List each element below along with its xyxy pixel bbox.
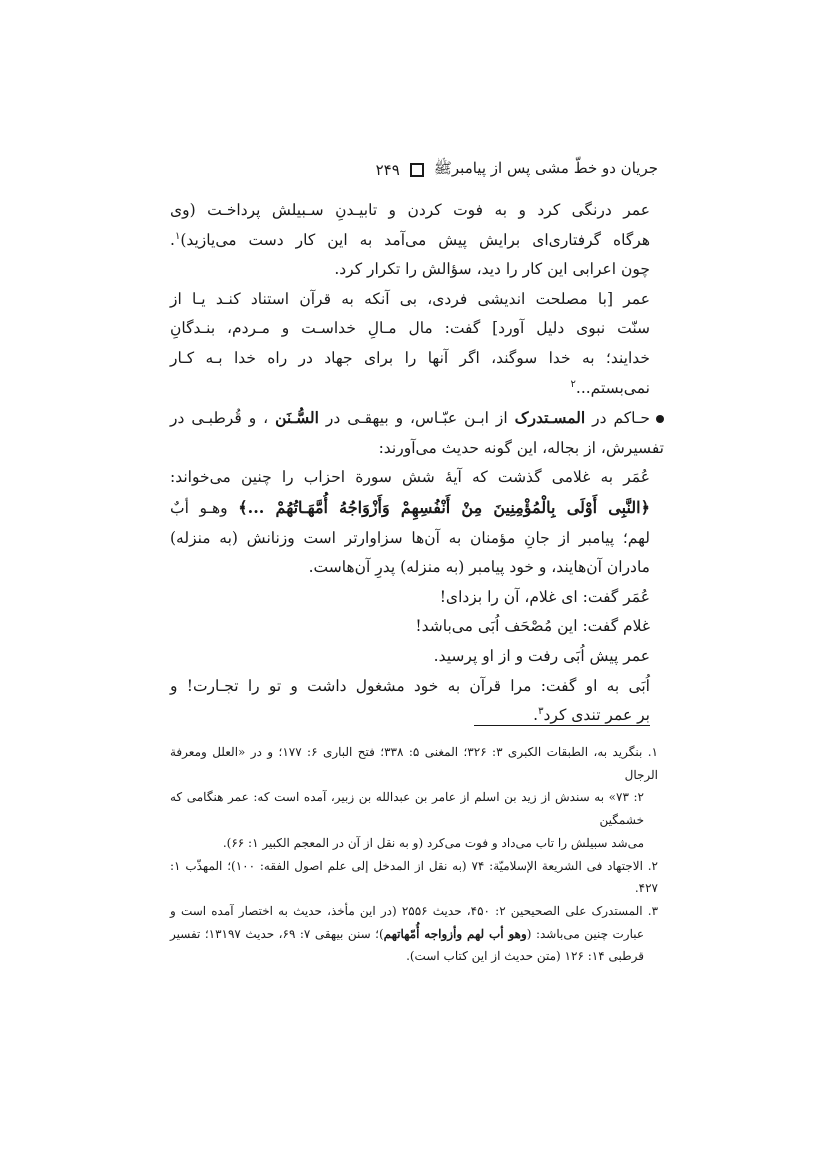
text-line: عُمَر به غلامی گذشت که آیهٔ شش سورة احزاب را چنین می‌خواند: [170, 468, 650, 487]
footnote-ref[interactable]: ۱ [174, 230, 181, 242]
page-number: ۲۴۹ [375, 161, 400, 179]
footnotes [170, 741, 658, 968]
text-line: عُمَر گفت: ای غلام، آن را بزدای! [439, 587, 650, 606]
footnote-ref[interactable]: ۳ [538, 705, 544, 717]
verse-line: ﴿النَّبِی أَوْلَی بِالْمُؤْمِنِینَ مِنْ أَنْفُسِهِمْ وَأَزْوَاجُهُ أُمَّهَـاتُهُمْ ...﴾ وهـو أبٌ [170, 497, 650, 517]
text-line: اُبَی به او گفت: مرا قرآن به خود مشغول داشت و تو را تجـارت! و [170, 676, 650, 695]
footnote-divider [474, 725, 650, 726]
text-line: غلام گفت: این مُصْحَف اُبَی می‌باشد! [415, 617, 650, 636]
footnote-line: ۲: ۷۳» به سندش از زید بن اسلم از عامر بن عبدالله بن زبیر، آمده است که: عمر هنگامی که خشمگین [170, 790, 644, 828]
text-line: عمر درنگی کرد و به فوت کردن و تابیـدنِ سـبیلش پرداخـت (وی [170, 201, 650, 219]
text-line: مادران آن‌هایند، و خود پیامبر (به منزله) پدرِ آن‌هاست. [308, 558, 650, 577]
bullet-paragraph: حـاکم در المسـتدرک از ابـن عبّـاس، و بیهقـی در السُّـنَن ، و قُرطبـی در [170, 403, 664, 434]
footnote: ۳. المستدرک علی الصحیحین ۲: ۴۵۰، حدیث ۲۵۵۶ (در این مأخذ، حدیث به اختصار آمده است و [170, 903, 659, 918]
text-line: چون اعرابی این کار را دید، سؤالش را تکرار کرد. [334, 260, 650, 279]
footnote: ۲. الاجتهاد فی الشریعة الإسلامیّة: ۷۴ (به نقل از المدخل إلی علم اصول الفقه: ۱۰۰)؛ المهذّب ۱: ۴۲۷. [170, 858, 658, 896]
footnote-ref[interactable]: ۲ [570, 378, 576, 390]
footnote-line: می‌شد سبیلش را تاب می‌داد و فوت می‌کرد (و به نقل از آن در المعجم الکبیر ۱: ۶۶). [222, 835, 644, 850]
footnote: ۱. بنگرید به، الطبقات الکبری ۳: ۳۲۶؛ المغنی ۵: ۳۳۸؛ فتح الباری ۶: ۱۷۷؛ و در «العلل ومعرفة الرجال [170, 745, 658, 782]
book-title: المسـتدرک [514, 408, 586, 428]
quran-verse: ﴿النَّبِی أَوْلَی بِالْمُؤْمِنِینَ مِنْ أَنْفُسِهِمْ وَأَزْوَاجُهُ أُمَّهَـاتُهُمْ ...﴾ [238, 497, 650, 517]
bullet-icon [656, 415, 664, 423]
text-line: بر عمر تندی کرد$^۳$. [533, 705, 650, 725]
text-line: نمی‌بستم...$^۲$ [570, 378, 650, 397]
text-line: عمر [با مصلحت اندیشی فردی، بی آنکه به قرآن استناد کنـد یـا از [170, 289, 650, 308]
footnote-line: عبارت چنین می‌باشد: (وهو أب لهم وأزواجه أُمّهاتهم)؛ سنن بیهقی ۷: ۶۹، حدیث ۱۳۱۹۷؛ تفسیر [170, 926, 645, 941]
text-line: لهم؛ پیامبر از جانِ مؤمنان به آن‌ها سزاوارتر است وزنانش (به منزله) [170, 528, 650, 547]
footnote-line: قرطبی ۱۴: ۱۲۶ (متن حدیث از این کتاب است). [406, 949, 644, 964]
box-ornament-icon [410, 163, 424, 177]
running-title: جریان دو خطّ مشی پس از پیامبرﷺ [433, 159, 658, 177]
text-line: سنّت نبوی دلیل آورد] گفت: مال مـالِ خداسـت و مـردم، بنـدگانِ [170, 319, 650, 338]
main-text [170, 196, 664, 731]
text-line: تفسیرش، از بجاله، این گونه حدیث می‌آورند: [378, 438, 664, 457]
text-line: عمر پیش اُبَی رفت و از او پرسید. [433, 646, 650, 665]
text-line: خدایند؛ به خدا سوگند، اگر آنها را برای جهاد در راه خدا بـه کـار [170, 348, 650, 367]
text-line: هرگاه گرفتاری‌ای برایش پیش می‌آمد به این کار دست می‌یازید)$^۱$. [170, 230, 650, 249]
book-title: السُّـنَن [275, 408, 319, 428]
page-header [168, 158, 658, 182]
